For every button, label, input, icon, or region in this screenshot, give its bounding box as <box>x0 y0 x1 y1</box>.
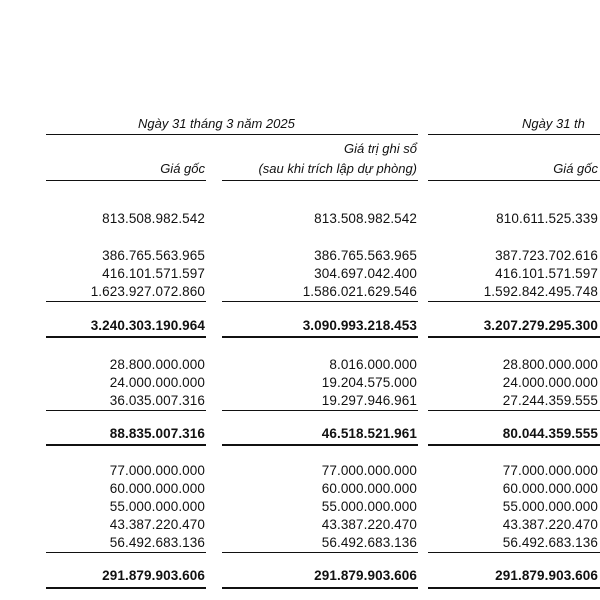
subtotal-rule <box>222 410 418 411</box>
table-cell: 60.000.000.000 <box>502 481 598 496</box>
total-rule <box>428 444 600 446</box>
table-cell: 813.508.982.542 <box>102 211 205 226</box>
subtotal-rule <box>46 301 206 302</box>
period-a-header: Ngày 31 tháng 3 năm 2025 <box>138 116 295 131</box>
period-a-rule <box>46 134 418 135</box>
table-cell: 55.000.000.000 <box>321 499 417 514</box>
period-b-rule <box>428 134 600 135</box>
col2-header-line1: Giá trị ghi sổ <box>344 141 417 156</box>
total-cell: 88.835.007.316 <box>109 426 205 441</box>
total-cell: 3.240.303.190.964 <box>90 318 205 333</box>
total-rule <box>46 587 206 589</box>
total-rule <box>46 444 206 446</box>
table-cell: 387.723.702.616 <box>495 248 598 263</box>
col1-header: Giá gốc <box>160 161 205 176</box>
table-cell: 1.623.927.072.860 <box>90 284 205 299</box>
total-cell: 3.207.279.295.300 <box>483 318 598 333</box>
total-cell: 291.879.903.606 <box>102 568 205 583</box>
table-cell: 28.800.000.000 <box>502 357 598 372</box>
subtotal-rule <box>428 410 600 411</box>
col1-header-rule <box>46 180 206 181</box>
subtotal-rule <box>222 301 418 302</box>
total-cell: 3.090.993.218.453 <box>302 318 417 333</box>
table-cell: 77.000.000.000 <box>109 463 205 478</box>
subtotal-rule <box>46 552 206 553</box>
table-cell: 55.000.000.000 <box>502 499 598 514</box>
table-cell: 24.000.000.000 <box>109 375 205 390</box>
subtotal-rule <box>428 552 600 553</box>
table-cell: 416.101.571.597 <box>495 266 598 281</box>
total-rule <box>428 587 600 589</box>
table-cell: 27.244.359.555 <box>502 393 598 408</box>
table-cell: 36.035.007.316 <box>109 393 205 408</box>
table-cell: 60.000.000.000 <box>109 481 205 496</box>
total-rule <box>46 336 206 338</box>
table-cell: 43.387.220.470 <box>109 517 205 532</box>
table-cell: 77.000.000.000 <box>321 463 417 478</box>
col2-header-line2: (sau khi trích lập dự phòng) <box>258 161 417 176</box>
table-cell: 60.000.000.000 <box>321 481 417 496</box>
table-cell: 8.016.000.000 <box>329 357 417 372</box>
total-rule <box>428 336 600 338</box>
period-b-header: Ngày 31 th <box>522 116 585 131</box>
table-cell: 43.387.220.470 <box>321 517 417 532</box>
table-cell: 386.765.563.965 <box>102 248 205 263</box>
col3-header: Giá gốc <box>553 161 598 176</box>
table-cell: 386.765.563.965 <box>314 248 417 263</box>
table-cell: 810.611.525.339 <box>496 211 598 226</box>
table-cell: 56.492.683.136 <box>321 535 417 550</box>
table-cell: 304.697.042.400 <box>314 266 417 281</box>
table-cell: 56.492.683.136 <box>109 535 205 550</box>
table-cell: 24.000.000.000 <box>502 375 598 390</box>
total-rule <box>222 587 418 589</box>
col2-header-rule <box>222 180 418 181</box>
table-cell: 813.508.982.542 <box>314 211 417 226</box>
total-rule <box>222 336 418 338</box>
table-cell: 43.387.220.470 <box>502 517 598 532</box>
total-rule <box>222 444 418 446</box>
subtotal-rule <box>222 552 418 553</box>
total-cell: 291.879.903.606 <box>314 568 417 583</box>
subtotal-rule <box>428 301 600 302</box>
table-cell: 19.297.946.961 <box>321 393 417 408</box>
table-cell: 77.000.000.000 <box>502 463 598 478</box>
table-cell: 1.592.842.495.748 <box>483 284 598 299</box>
table-cell: 28.800.000.000 <box>109 357 205 372</box>
total-cell: 46.518.521.961 <box>321 426 417 441</box>
table-cell: 416.101.571.597 <box>102 266 205 281</box>
table-cell: 1.586.021.629.546 <box>302 284 417 299</box>
subtotal-rule <box>46 410 206 411</box>
table-cell: 55.000.000.000 <box>109 499 205 514</box>
col3-header-rule <box>428 180 600 181</box>
table-cell: 56.492.683.136 <box>502 535 598 550</box>
total-cell: 80.044.359.555 <box>502 426 598 441</box>
total-cell: 291.879.903.606 <box>495 568 598 583</box>
table-cell: 19.204.575.000 <box>321 375 417 390</box>
